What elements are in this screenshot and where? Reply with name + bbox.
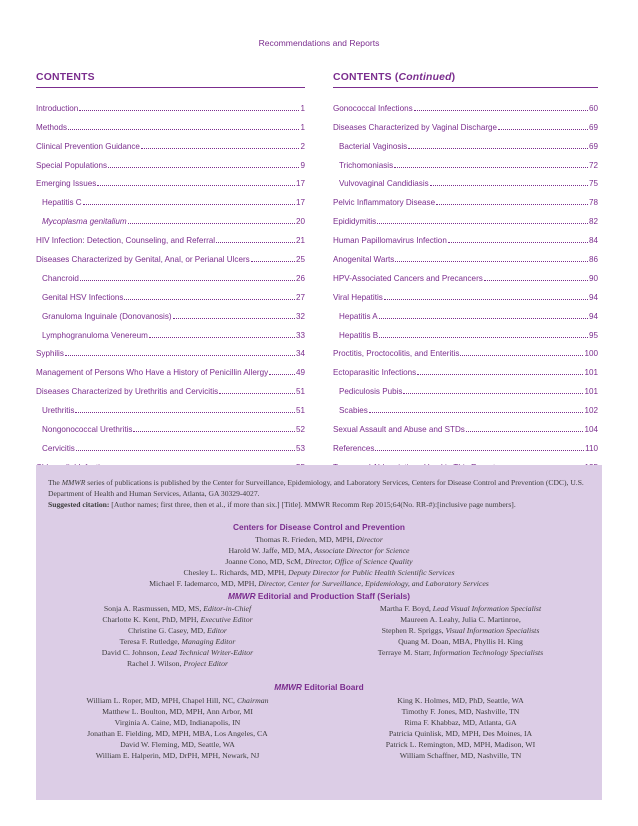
report-series-header: Recommendations and Reports	[258, 38, 380, 48]
toc-entry-label: Gonococcal Infections	[333, 103, 413, 113]
toc-entry-page: 20	[295, 217, 305, 227]
staff-name: Thomas R. Frieden, MD, MPH,	[255, 535, 357, 544]
toc-entry-page: 17	[295, 179, 305, 189]
toc-entry[interactable]	[333, 245, 598, 264]
toc-leader-dots	[141, 148, 300, 149]
staff-name: Jonathan E. Fielding, MD, MPH, MBA, Los Angeles, CA	[87, 729, 268, 738]
toc-leader-dots	[466, 431, 584, 432]
contents-continued-title: CONTENTS (Continued)	[333, 72, 598, 88]
toc-entry[interactable]	[333, 188, 598, 207]
toc-entry-page: 101	[584, 368, 598, 378]
toc-leader-dots	[394, 167, 588, 168]
publication-info: The MMWR series of publications is published by the Center for Surveillance, Epidemiology, and Laboratory Services, Centers for Disease Control and Prevention (CDC), U.S. Department of Health and Human Services, Atlanta, GA 30329-4027. Suggested citation: [Author names; first three, then et al., if more than six.] [Title]. MMWR Recomm Rep 2015;64(No. RR-#):[inclusive page numbers].	[48, 478, 584, 509]
toc-entry[interactable]	[333, 302, 598, 321]
toc-entry-page: 84	[588, 236, 598, 246]
toc-entry[interactable]	[36, 94, 305, 113]
toc-entry-page: 110	[585, 443, 598, 453]
staff-line	[36, 739, 319, 750]
toc-entry-page: 90	[588, 273, 598, 283]
toc-entry-label: Chancroid	[42, 273, 79, 283]
toc-entry-label: Syphilis	[36, 349, 64, 359]
toc-leader-dots	[430, 185, 588, 186]
toc-leader-dots	[68, 129, 299, 130]
contents-left-column	[36, 72, 305, 472]
toc-entry-page: 100	[584, 349, 598, 359]
toc-entry-label: Nongonococcal Urethritis	[42, 425, 133, 435]
toc-entry-page: 25	[295, 255, 305, 265]
staff-line	[36, 647, 319, 658]
staff-line	[36, 717, 319, 728]
toc-leader-dots	[484, 280, 588, 281]
toc-entry[interactable]	[36, 283, 305, 302]
toc-entry-page: 94	[588, 292, 598, 302]
toc-leader-dots	[124, 299, 295, 300]
toc-entry-page: 104	[584, 425, 598, 435]
masthead-box	[36, 465, 602, 800]
toc-leader-dots	[448, 242, 588, 243]
staff-name: Martha F. Boyd,	[379, 604, 433, 613]
toc-entry-page: 26	[295, 273, 305, 283]
toc-entry-page: 75	[588, 179, 598, 189]
staff-line	[319, 647, 602, 658]
toc-entry-page: 78	[588, 198, 598, 208]
toc-entry-label: Methods	[36, 122, 68, 132]
staff-role: Editor-in-Chief	[203, 604, 252, 613]
toc-leader-dots	[76, 450, 295, 451]
toc-entry[interactable]	[333, 264, 598, 283]
toc-entry-label: Clinical Prevention Guidance	[36, 141, 140, 151]
staff-name: Michael F. Iademarco, MD, MPH,	[149, 579, 259, 588]
toc-entry[interactable]	[333, 283, 598, 302]
cdc-staff-list	[36, 534, 602, 589]
staff-role: Managing Editor	[181, 637, 236, 646]
staff-role: Lead Technical Writer-Editor	[161, 648, 254, 657]
toc-leader-dots	[251, 261, 295, 262]
toc-leader-dots	[80, 280, 295, 281]
toc-leader-dots	[377, 223, 588, 224]
toc-leader-dots	[417, 374, 583, 375]
toc-entry-label: Management of Persons Who Have a History of Penicillin Allergy	[36, 368, 269, 378]
staff-line	[319, 728, 602, 739]
staff-role: Deputy Director for Public Health Scientific Services	[288, 568, 455, 577]
staff-line	[319, 717, 602, 728]
staff-line	[36, 578, 602, 589]
staff-name: Stephen R. Spriggs,	[381, 626, 446, 635]
toc-leader-dots	[216, 242, 295, 243]
toc-leader-dots	[173, 318, 295, 319]
toc-entry[interactable]	[36, 226, 305, 245]
staff-name: Timothy F. Jones, MD, Nashville, TN	[401, 707, 520, 716]
toc-leader-dots	[149, 337, 295, 338]
staff-name: Chesley L. Richards, MD, MPH,	[183, 568, 289, 577]
toc-entry[interactable]	[36, 207, 305, 226]
toc-entry-page: 32	[295, 311, 305, 321]
toc-entry-label: Urethritis	[42, 406, 75, 416]
toc-entry-page: 72	[588, 160, 598, 170]
staff-line	[319, 625, 602, 636]
staff-line	[319, 739, 602, 750]
toc-entry[interactable]	[333, 226, 598, 245]
staff-name: King K. Holmes, MD, PhD, Seattle, WA	[397, 696, 524, 705]
toc-leader-dots	[395, 261, 588, 262]
toc-leader-dots	[269, 374, 295, 375]
staff-name: Quang M. Doan, MBA, Phyllis H. King	[398, 637, 523, 646]
staff-line	[36, 658, 319, 669]
toc-leader-dots	[408, 148, 588, 149]
staff-name: Teresa F. Rutledge,	[119, 637, 182, 646]
toc-entry-label: Special Populations	[36, 160, 108, 170]
staff-name: Harold W. Jaffe, MD, MA,	[228, 546, 315, 555]
toc-entry[interactable]	[36, 132, 305, 151]
toc-entry-label: Human Papillomavirus Infection	[333, 236, 447, 246]
staff-line	[36, 706, 319, 717]
staff-name: Patrick L. Remington, MD, MPH, Madison, WI	[385, 740, 536, 749]
editorial-staff-right	[319, 603, 602, 658]
toc-leader-dots	[108, 167, 299, 168]
toc-entry-label: Introduction	[36, 103, 79, 113]
cdc-section-title: Centers for Disease Control and Prevention	[233, 522, 405, 532]
staff-line	[36, 534, 602, 545]
toc-entry-page: 51	[295, 387, 305, 397]
staff-name: David W. Fleming, MD, Seattle, WA	[120, 740, 235, 749]
toc-leader-dots	[414, 110, 588, 111]
toc-entry-page: 2	[300, 141, 305, 151]
toc-entry[interactable]	[36, 434, 305, 453]
toc-entry-label: Vulvovaginal Candidiasis	[339, 179, 429, 189]
staff-line	[319, 614, 602, 625]
contents-title: CONTENTS	[36, 72, 305, 88]
toc-entry[interactable]	[333, 321, 598, 340]
toc-entry-label: Lymphogranuloma Venereum	[42, 330, 148, 340]
toc-entry-page: 9	[300, 160, 305, 170]
toc-entry-label: Diseases Characterized by Vaginal Discharge	[333, 122, 498, 132]
toc-entry[interactable]	[333, 377, 598, 396]
staff-name: Joanne Cono, MD, ScM,	[225, 557, 305, 566]
staff-name: David C. Johnson,	[101, 648, 162, 657]
staff-name: Matthew L. Boulton, MD, MPH, Ann Arbor, MI	[102, 707, 253, 716]
staff-role: Executive Editor	[200, 615, 253, 624]
toc-entry[interactable]	[36, 245, 305, 264]
editorial-staff-title: MMWR Editorial and Production Staff (Serials)	[227, 591, 411, 601]
toc-leader-dots	[436, 204, 588, 205]
staff-role: Editor	[207, 626, 227, 635]
toc-entry-page: 27	[295, 292, 305, 302]
toc-entry-page: 60	[588, 103, 598, 113]
toc-leader-dots	[133, 431, 295, 432]
toc-leader-dots	[219, 393, 295, 394]
staff-role: Lead Visual Information Specialist	[432, 604, 542, 613]
toc-entry-label: HIV Infection: Detection, Counseling, and Referral	[36, 236, 216, 246]
editorial-board-right	[319, 695, 602, 761]
toc-leader-dots	[460, 355, 583, 356]
toc-entry-label: Bacterial Vaginosis	[339, 141, 408, 151]
staff-role: Chairman	[236, 696, 269, 705]
toc-entry-label: Mycoplasma genitalium	[42, 217, 127, 227]
toc-entry-label: Hepatitis C	[42, 198, 82, 208]
editorial-board-title: MMWR Editorial Board	[274, 682, 364, 692]
toc-entry-page: 34	[295, 349, 305, 359]
staff-line	[319, 750, 602, 761]
staff-name: Charlotte K. Kent, PhD, MPH,	[102, 615, 201, 624]
toc-entry[interactable]	[333, 132, 598, 151]
toc-entry[interactable]	[36, 188, 305, 207]
toc-entry[interactable]	[333, 358, 598, 377]
toc-entry[interactable]	[333, 170, 598, 189]
toc-entry-page: 1	[300, 122, 305, 132]
toc-entry-label: Epididymitis	[333, 217, 377, 227]
toc-entry-label: Trichomoniasis	[339, 160, 394, 170]
toc-entry-page: 51	[295, 406, 305, 416]
editorial-staff-left	[36, 603, 319, 669]
toc-entry-label: Diseases Characterized by Genital, Anal, or Perianal Ulcers	[36, 255, 250, 265]
toc-entry-label: Ectoparasitic Infections	[333, 368, 417, 378]
toc-entry[interactable]	[333, 113, 598, 132]
staff-name: Terraye M. Starr,	[377, 648, 434, 657]
staff-line	[36, 556, 602, 567]
toc-leader-dots	[498, 129, 588, 130]
toc-list-left	[36, 94, 305, 472]
staff-line	[36, 750, 319, 761]
staff-name: William E. Halperin, MD, DrPH, MPH, Newark, NJ	[95, 751, 260, 760]
toc-entry[interactable]	[36, 415, 305, 434]
staff-name: Patricia Quinlisk, MD, MPH, Des Moines, IA	[388, 729, 533, 738]
toc-entry[interactable]	[36, 264, 305, 283]
toc-leader-dots	[375, 450, 584, 451]
staff-role: Information Technology Specialists	[433, 648, 544, 657]
toc-entry-label: Granuloma Inguinale (Donovanosis)	[42, 311, 172, 321]
staff-name: Virginia A. Caine, MD, Indianapolis, IN	[114, 718, 241, 727]
staff-role: Director	[356, 535, 383, 544]
toc-leader-dots	[97, 185, 295, 186]
staff-line	[36, 625, 319, 636]
toc-entry-label: Pediculosis Pubis	[339, 387, 403, 397]
toc-leader-dots	[79, 110, 299, 111]
toc-entry-label: Viral Hepatitis	[333, 292, 383, 302]
toc-leader-dots	[379, 337, 588, 338]
toc-entry-label: Scabies	[339, 406, 368, 416]
editorial-board-left	[36, 695, 319, 761]
toc-entry[interactable]	[333, 396, 598, 415]
toc-entry-page: 102	[584, 406, 598, 416]
toc-entry[interactable]	[36, 358, 305, 377]
toc-leader-dots	[75, 412, 295, 413]
staff-line	[36, 636, 319, 647]
toc-entry-page: 49	[295, 368, 305, 378]
toc-leader-dots	[403, 393, 583, 394]
staff-name: William Schaffner, MD, Nashville, TN	[399, 751, 522, 760]
toc-entry[interactable]	[36, 302, 305, 321]
toc-entry-label: Diseases Characterized by Urethritis and Cervicitis	[36, 387, 219, 397]
toc-entry-label: Genital HSV Infections	[42, 292, 124, 302]
toc-entry-label: Anogenital Warts	[333, 255, 395, 265]
toc-entry[interactable]	[36, 151, 305, 170]
toc-entry[interactable]	[36, 340, 305, 359]
toc-leader-dots	[369, 412, 584, 413]
toc-entry-page: 33	[295, 330, 305, 340]
toc-entry-label: Emerging Issues	[36, 179, 97, 189]
toc-entry-label: Hepatitis B	[339, 330, 379, 340]
staff-name: Christine G. Casey, MD,	[128, 626, 208, 635]
staff-line	[319, 636, 602, 647]
toc-entry[interactable]	[333, 434, 598, 453]
toc-entry[interactable]	[333, 340, 598, 359]
staff-line	[36, 567, 602, 578]
staff-role: Director, Office of Science Quality	[304, 557, 413, 566]
toc-entry-page: 94	[588, 311, 598, 321]
staff-name: Rachel J. Wilson,	[126, 659, 184, 668]
staff-name: Rima F. Khabbaz, MD, Atlanta, GA	[404, 718, 517, 727]
toc-entry-label: Proctitis, Proctocolitis, and Enteritis	[333, 349, 460, 359]
toc-entry-page: 101	[584, 387, 598, 397]
suggested-citation-label: Suggested citation:	[48, 500, 110, 509]
staff-name: Maureen A. Leahy, Julia C. Martinroe,	[400, 615, 521, 624]
toc-entry-page: 52	[295, 425, 305, 435]
staff-line	[36, 695, 319, 706]
toc-entry[interactable]	[36, 170, 305, 189]
toc-entry[interactable]	[36, 377, 305, 396]
staff-line	[36, 545, 602, 556]
toc-entry-label: HPV-Associated Cancers and Precancers	[333, 273, 483, 283]
staff-role: Project Editor	[183, 659, 229, 668]
staff-name: William L. Roper, MD, MPH, Chapel Hill, NC,	[86, 696, 237, 705]
toc-entry[interactable]	[36, 321, 305, 340]
staff-role: Director, Center for Surveillance, Epidemiology, and Laboratory Services	[258, 579, 489, 588]
toc-entry[interactable]	[333, 415, 598, 434]
toc-entry-page: 82	[588, 217, 598, 227]
toc-entry-page: 17	[295, 198, 305, 208]
staff-name: Sonja A. Rasmussen, MD, MS,	[103, 604, 204, 613]
toc-entry-label: Pelvic Inflammatory Disease	[333, 198, 436, 208]
staff-line	[319, 603, 602, 614]
toc-entry-page: 1	[300, 103, 305, 113]
staff-role: Associate Director for Science	[314, 546, 410, 555]
staff-line	[36, 603, 319, 614]
toc-entry-label: Cervicitis	[42, 443, 75, 453]
toc-entry-page: 95	[588, 330, 598, 340]
toc-entry[interactable]	[333, 151, 598, 170]
staff-line	[319, 695, 602, 706]
staff-role: Visual Information Specialists	[445, 626, 540, 635]
staff-line	[36, 728, 319, 739]
toc-entry-page: 53	[295, 443, 305, 453]
toc-entry-label: References	[333, 443, 375, 453]
toc-leader-dots	[128, 223, 295, 224]
toc-entry[interactable]	[36, 113, 305, 132]
contents-right-column	[333, 72, 598, 472]
toc-list-right	[333, 94, 598, 472]
toc-entry-page: 86	[588, 255, 598, 265]
toc-entry[interactable]	[333, 94, 598, 113]
toc-entry-label: Sexual Assault and Abuse and STDs	[333, 425, 465, 435]
staff-line	[36, 614, 319, 625]
toc-leader-dots	[384, 299, 588, 300]
toc-entry-label: Hepatitis A	[339, 311, 378, 321]
toc-leader-dots	[379, 318, 588, 319]
staff-line	[319, 706, 602, 717]
toc-leader-dots	[83, 204, 295, 205]
toc-leader-dots	[65, 355, 295, 356]
toc-entry-page: 69	[588, 122, 598, 132]
toc-entry-page: 21	[295, 236, 305, 246]
toc-entry[interactable]	[333, 207, 598, 226]
toc-entry[interactable]	[36, 396, 305, 415]
toc-entry-page: 69	[588, 141, 598, 151]
